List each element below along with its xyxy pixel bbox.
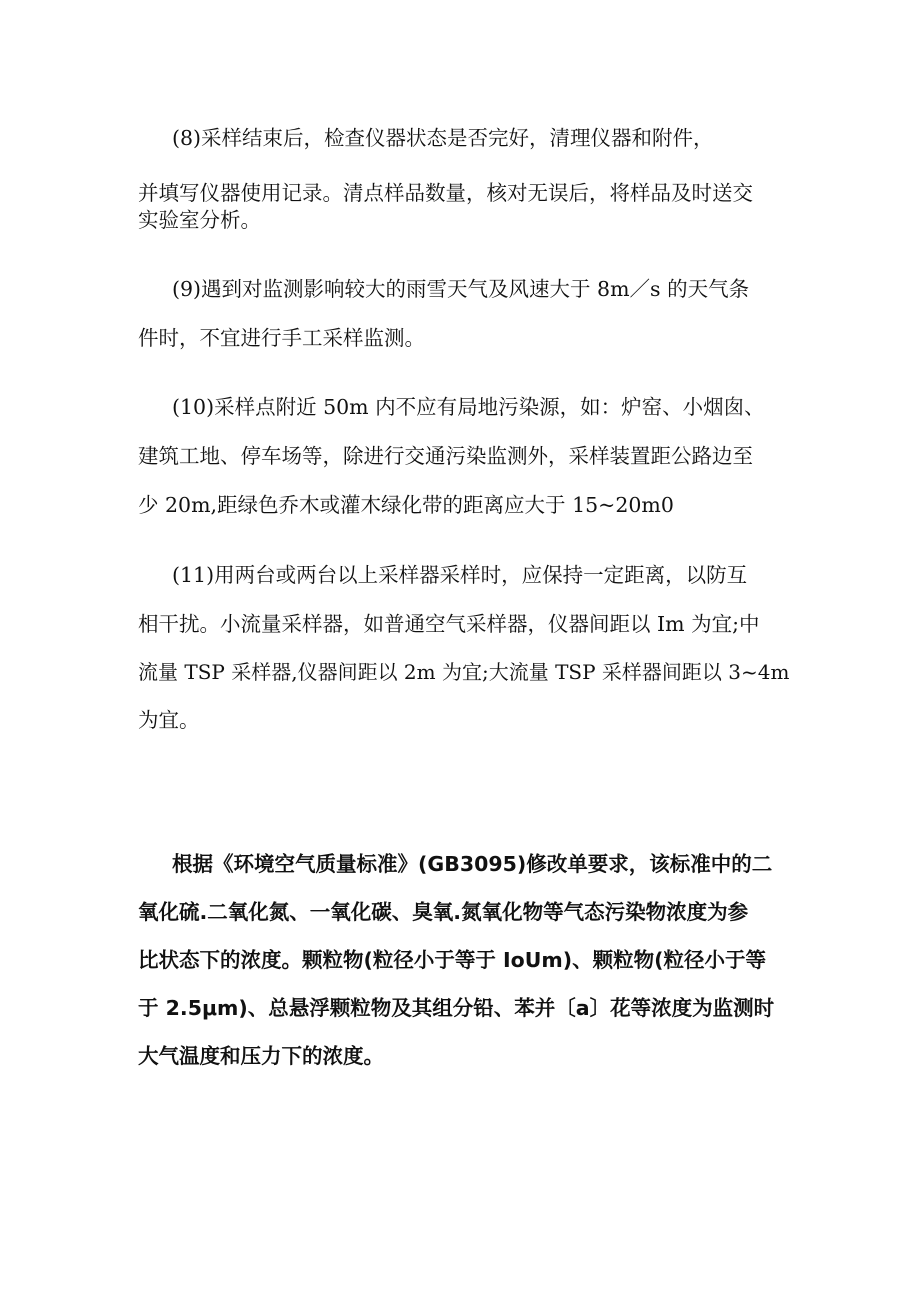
paragraph-10-line-2: 建筑工地、停车场等，除进行交通污染监测外，采样装置距公路边至 xyxy=(138,444,753,468)
paragraph-11-line-3: 流量 TSP 采样器,仪器间距以 2m 为宜;大流量 TSP 采样器间距以 3~4m xyxy=(138,660,790,684)
standard-note-line-5: 大气温度和压力下的浓度。 xyxy=(138,1044,384,1068)
standard-note-line-4: 于 2.5μm)、总悬浮颗粒物及其组分铅、苯并〔a〕花等浓度为监测时 xyxy=(138,996,775,1020)
standard-note-line-2: 氧化硫.二氧化氮、一氧化碳、臭氧.氮氧化物等气态污染物浓度为参 xyxy=(138,900,749,924)
paragraph-10-line-1: (10)采样点附近 50m 内不应有局地污染源，如：炉窑、小烟囱、 xyxy=(172,395,765,419)
paragraph-9-line-2: 件时，不宜进行手工采样监测。 xyxy=(138,326,425,350)
paragraph-8-line-2: 并填写仪器使用记录。清点样品数量，核对无误后，将样品及时送交 xyxy=(138,181,753,205)
paragraph-11-line-2: 相干扰。小流量采样器，如普通空气采样器，仪器间距以 Im 为宜;中 xyxy=(138,612,760,636)
paragraph-8-line-3: 实验室分析。 xyxy=(138,208,261,232)
paragraph-10-line-3: 少 20m,距绿色乔木或灌木绿化带的距离应大于 15~20m0 xyxy=(138,493,674,517)
paragraph-8-line-1: (8)采样结束后，检查仪器状态是否完好，清理仪器和附件， xyxy=(172,126,714,150)
paragraph-9-line-1: (9)遇到对监测影响较大的雨雪天气及风速大于 8m／s 的天气条 xyxy=(172,277,750,301)
paragraph-11-line-4: 为宜。 xyxy=(138,708,200,732)
standard-note-line-1: 根据《环境空气质量标准》(GB3095)修改单要求，该标准中的二 xyxy=(172,852,773,876)
standard-note-line-3: 比状态下的浓度。颗粒物(粒径小于等于 IoUm)、颗粒物(粒径小于等 xyxy=(138,948,766,972)
paragraph-11-line-1: (11)用两台或两台以上采样器采样时，应保持一定距离，以防互 xyxy=(172,563,748,587)
